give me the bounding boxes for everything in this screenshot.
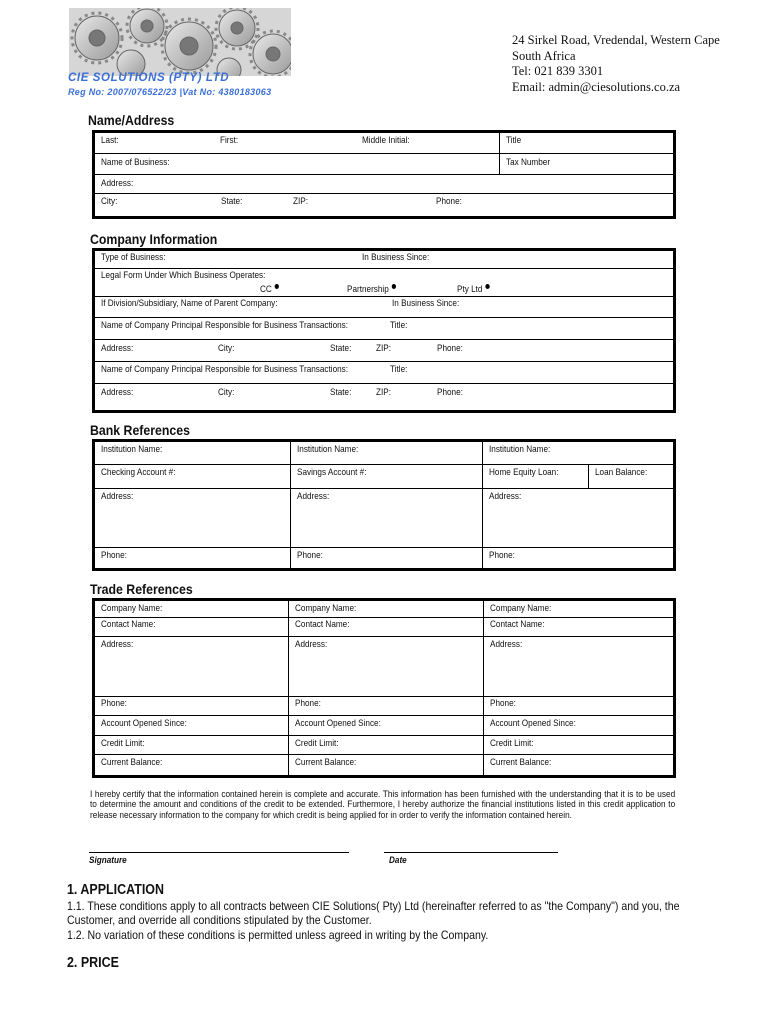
trade-3-phone-field[interactable] [484, 697, 675, 716]
checking-account-label: Checking Account #: [101, 467, 176, 478]
address-label: Address: [101, 178, 134, 189]
home-equity-label: Home Equity Loan: [489, 467, 559, 478]
clause-1-1-line2: Customer, and override all conditions stipulated by the Customer. [67, 913, 372, 928]
trade-3-credit-limit-field[interactable] [484, 736, 675, 755]
phone-label: Phone: [437, 387, 463, 398]
bank-1-address-field[interactable] [94, 489, 291, 548]
trade-references-table [92, 598, 676, 778]
company-address [512, 33, 720, 95]
loan-balance-field[interactable] [589, 465, 675, 489]
trade-3-opened-field[interactable] [484, 716, 675, 736]
section-title-name-address: Name/Address [88, 112, 175, 128]
credit-limit-label: Credit Limit: [101, 738, 145, 749]
company-name: CIE SOLUTIONS (PTY) LTD [68, 72, 230, 84]
state-label: State: [330, 387, 352, 398]
bullet-icon [274, 284, 278, 289]
phone-label: Phone: [436, 196, 462, 207]
phone-label: Phone: [101, 550, 127, 561]
contact-name-label: Contact Name: [101, 619, 156, 630]
middle-initial-label: Middle Initial: [362, 135, 410, 146]
signature-label: Signature [89, 855, 127, 866]
address-label: Address: [295, 639, 328, 650]
section-title-bank-references: Bank References [90, 422, 190, 438]
bank-1-institution-field[interactable] [94, 441, 291, 465]
trade-2-company-field[interactable] [289, 600, 484, 618]
legal-form-label: Legal Form Under Which Business Operates: [101, 270, 266, 281]
trade-3-balance-field[interactable] [484, 755, 675, 777]
trade-2-phone-field[interactable] [289, 697, 484, 716]
parent-company-field[interactable] [94, 297, 675, 318]
trade-3-address-field[interactable] [484, 637, 675, 697]
institution-label: Institution Name: [489, 444, 551, 455]
section-heading-application: 1. APPLICATION [67, 882, 165, 898]
bank-2-address-field[interactable] [291, 489, 483, 548]
trade-2-credit-limit-field[interactable] [289, 736, 484, 755]
ptyltd-label: Pty Ltd [457, 284, 483, 295]
phone-label: Phone: [101, 698, 127, 709]
ptyltd-option[interactable] [457, 284, 489, 295]
signature-line[interactable] [89, 852, 349, 853]
savings-account-field[interactable] [291, 465, 483, 489]
company-name-label: Company Name: [490, 603, 552, 614]
in-business-since-label: In Business Since: [362, 252, 430, 263]
trade-1-address-field[interactable] [94, 637, 289, 697]
bank-3-address-field[interactable] [483, 489, 675, 548]
bank-references-table [92, 439, 676, 571]
parent-since-label: In Business Since: [392, 298, 460, 309]
clause-1-2: 1.2. No variation of these conditions is permitted unless agreed in writing by the Company. [67, 927, 489, 942]
legal-form-field[interactable] [94, 269, 675, 297]
company-name-label: Company Name: [101, 603, 163, 614]
state-label: State: [221, 196, 243, 207]
address-line: 24 Sirkel Road, Vredendal, Western Cape [512, 33, 720, 47]
trade-2-balance-field[interactable] [289, 755, 484, 777]
city-label: City: [218, 343, 235, 354]
savings-account-label: Savings Account #: [297, 467, 367, 478]
title-label: Title [506, 135, 522, 146]
business-type-field[interactable] [94, 250, 675, 269]
trade-1-balance-field[interactable] [94, 755, 289, 777]
address-label: Address: [490, 639, 523, 650]
home-equity-loan-field[interactable] [483, 465, 589, 489]
address-label: Address: [101, 639, 134, 650]
phone-label: Phone: [490, 698, 516, 709]
zip-label: ZIP: [293, 196, 308, 207]
principal-title-label: Title: [390, 364, 408, 375]
zip-label: ZIP: [376, 387, 391, 398]
bullet-icon [485, 284, 489, 289]
city-label: City: [218, 387, 235, 398]
phone-label: Phone: [295, 698, 321, 709]
contact-name-label: Contact Name: [295, 619, 350, 630]
tax-number-field[interactable] [500, 154, 675, 175]
loan-balance-label: Loan Balance: [595, 467, 648, 478]
city-state-zip-phone-field[interactable] [94, 194, 675, 218]
address-label: Address: [101, 491, 134, 502]
principal-label: Name of Company Principal Responsible for Business Transactions: [101, 364, 349, 375]
bank-1-phone-field[interactable] [94, 548, 291, 570]
principal-1-field[interactable] [94, 318, 675, 340]
parent-company-label: If Division/Subsidiary, Name of Parent Company: [101, 298, 278, 309]
cc-option[interactable] [260, 284, 279, 295]
phone-label: Phone: [489, 550, 515, 561]
current-balance-label: Current Balance: [101, 757, 163, 768]
tax-number-label: Tax Number [506, 157, 551, 168]
title-field[interactable] [500, 132, 675, 154]
account-opened-label: Account Opened Since: [101, 718, 187, 729]
date-label: Date [389, 855, 407, 866]
cc-label: CC [260, 284, 272, 295]
account-opened-label: Account Opened Since: [295, 718, 381, 729]
trade-3-company-field[interactable] [484, 600, 675, 618]
bank-2-institution-field[interactable] [291, 441, 483, 465]
principal-label: Name of Company Principal Responsible for Business Transactions: [101, 320, 349, 331]
company-info-table [92, 248, 676, 413]
certification-paragraph: I hereby certify that the information contained herein is complete and accurate. This information has been furnished with the understanding that it is to be used to determine the amount and conditions of the credit to be extended. Furthermore, I hereby authorize the financial institutions listed in this credit application to release necessary information to the company for which credit is being applied for in order to verify the information contained herein. [90, 788, 676, 820]
credit-limit-label: Credit Limit: [295, 738, 339, 749]
bank-3-institution-field[interactable] [483, 441, 675, 465]
trade-1-contact-field[interactable] [94, 618, 289, 637]
bank-2-phone-field[interactable] [291, 548, 483, 570]
business-name-field[interactable] [94, 154, 500, 175]
principal-2-address-field[interactable] [94, 384, 675, 412]
trade-2-address-field[interactable] [289, 637, 484, 697]
current-balance-label: Current Balance: [295, 757, 357, 768]
last-first-middle-field[interactable] [94, 132, 500, 154]
trade-1-company-field[interactable] [94, 600, 289, 618]
address-label: Address: [297, 491, 330, 502]
address-field[interactable] [94, 175, 675, 194]
address-label: Address: [101, 387, 134, 398]
trade-1-opened-field[interactable] [94, 716, 289, 736]
trade-2-opened-field[interactable] [289, 716, 484, 736]
company-logo [69, 8, 291, 76]
phone-line: Tel: 021 839 3301 [512, 64, 604, 78]
email-line: Email: admin@ciesolutions.co.za [512, 79, 681, 94]
institution-label: Institution Name: [101, 444, 163, 455]
company-name-label: Company Name: [295, 603, 357, 614]
business-name-label: Name of Business: [101, 157, 170, 168]
state-label: State: [330, 343, 352, 354]
clause-1-1-line1: 1.1. These conditions apply to all contracts between CIE Solutions( Pty) Ltd (hereinafter referred to as "the Company") and you, the [67, 899, 680, 913]
institution-label: Institution Name: [297, 444, 359, 455]
phone-label: Phone: [437, 343, 463, 354]
city-label: City: [101, 196, 118, 207]
trade-1-credit-limit-field[interactable] [94, 736, 289, 755]
name-address-table [92, 130, 676, 219]
trade-1-phone-field[interactable] [94, 697, 289, 716]
first-label: First: [220, 135, 239, 146]
contact-name-label: Contact Name: [490, 619, 545, 630]
partnership-label: Partnership [347, 284, 389, 295]
zip-label: ZIP: [376, 343, 391, 354]
current-balance-label: Current Balance: [490, 757, 552, 768]
bullet-icon [391, 284, 395, 289]
address-label: Address: [101, 343, 134, 354]
address-label: Address: [489, 491, 522, 502]
phone-label: Phone: [297, 550, 323, 561]
account-opened-label: Account Opened Since: [490, 718, 576, 729]
last-label: Last: [101, 135, 119, 146]
principal-title-label: Title: [390, 320, 408, 331]
application-text [67, 899, 679, 942]
checking-account-field[interactable] [94, 465, 291, 489]
company-reg-vat: Reg No: 2007/076522/23 |Vat No: 4380183063 [68, 87, 272, 97]
partnership-option[interactable] [347, 284, 396, 295]
section-title-trade-references: Trade References [90, 581, 193, 597]
business-type-label: Type of Business: [101, 252, 166, 263]
section-title-company-info: Company Information [90, 231, 218, 247]
trade-3-contact-field[interactable] [484, 618, 675, 637]
address-line: South Africa [512, 48, 576, 63]
section-heading-price: 2. PRICE [67, 955, 119, 971]
principal-1-address-field[interactable] [94, 340, 675, 362]
date-line[interactable] [384, 852, 558, 853]
credit-limit-label: Credit Limit: [490, 738, 534, 749]
trade-2-contact-field[interactable] [289, 618, 484, 637]
bank-3-phone-field[interactable] [483, 548, 675, 570]
principal-2-field[interactable] [94, 362, 675, 384]
